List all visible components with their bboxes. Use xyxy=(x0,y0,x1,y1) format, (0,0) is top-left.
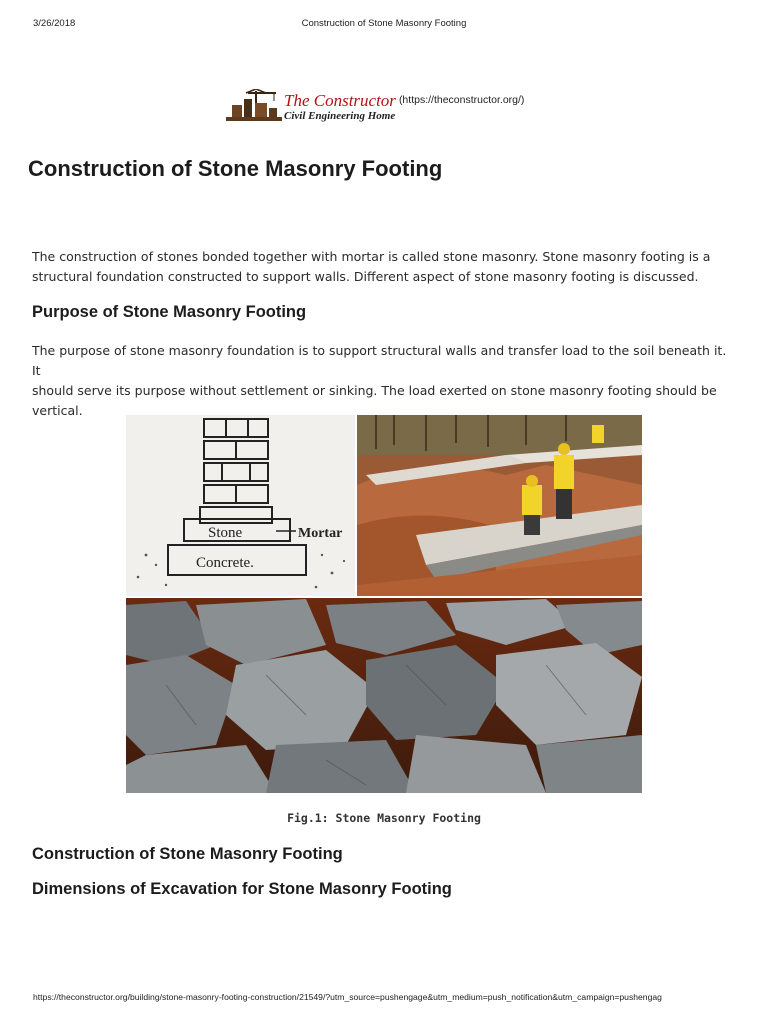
figure-caption: Fig.1: Stone Masonry Footing xyxy=(287,811,481,825)
intro-paragraph xyxy=(32,247,732,287)
print-date: 3/26/2018 xyxy=(33,18,76,29)
print-footer-url: https://theconstructor.org/building/stone-masonry-footing-construction/21549/?utm_source=pushengage&utm_medium=push_notification&utm_campaign=pushengag xyxy=(33,992,662,1002)
crane-logo-icon xyxy=(226,89,282,125)
purpose-line: The purpose of stone masonry foundation is to support structural walls and transfer load to the soil beneath it. It xyxy=(32,343,727,378)
stone-masonry-figure xyxy=(126,415,642,793)
intro-line: The construction of stones bonded together with mortar is called stone masonry. Stone masonry footing is a xyxy=(32,249,711,264)
print-header xyxy=(0,18,768,32)
purpose-line: vertical. xyxy=(32,403,83,418)
purpose-heading: Purpose of Stone Masonry Footing xyxy=(32,303,307,321)
sketch-label-stone: Stone xyxy=(208,525,243,541)
logo-tagline: Civil Engineering Home xyxy=(284,110,396,122)
dimensions-heading: Dimensions of Excavation for Stone Masonry Footing xyxy=(32,880,452,898)
intro-line: structural foundation constructed to support walls. Different aspect of stone masonry footing is discussed. xyxy=(32,269,699,284)
construction-site-photo xyxy=(357,415,642,596)
sketch-label-concrete: Concrete. xyxy=(196,555,254,571)
site-url-link[interactable]: (https://theconstructor.org/) xyxy=(398,94,525,106)
site-logo[interactable] xyxy=(226,88,524,126)
logo-name: The Constructor xyxy=(284,91,396,110)
purpose-paragraph xyxy=(32,341,732,421)
sketch-label-mortar: Mortar xyxy=(298,526,343,541)
page-title: Construction of Stone Masonry Footing xyxy=(28,156,443,181)
purpose-line: should serve its purpose without settlement or sinking. The load exerted on stone masonry footing should be xyxy=(32,383,717,398)
construction-heading: Construction of Stone Masonry Footing xyxy=(32,845,343,863)
rubble-stones-photo xyxy=(126,598,642,793)
print-title: Construction of Stone Masonry Footing xyxy=(301,18,467,29)
footing-sketch-image xyxy=(126,415,355,596)
